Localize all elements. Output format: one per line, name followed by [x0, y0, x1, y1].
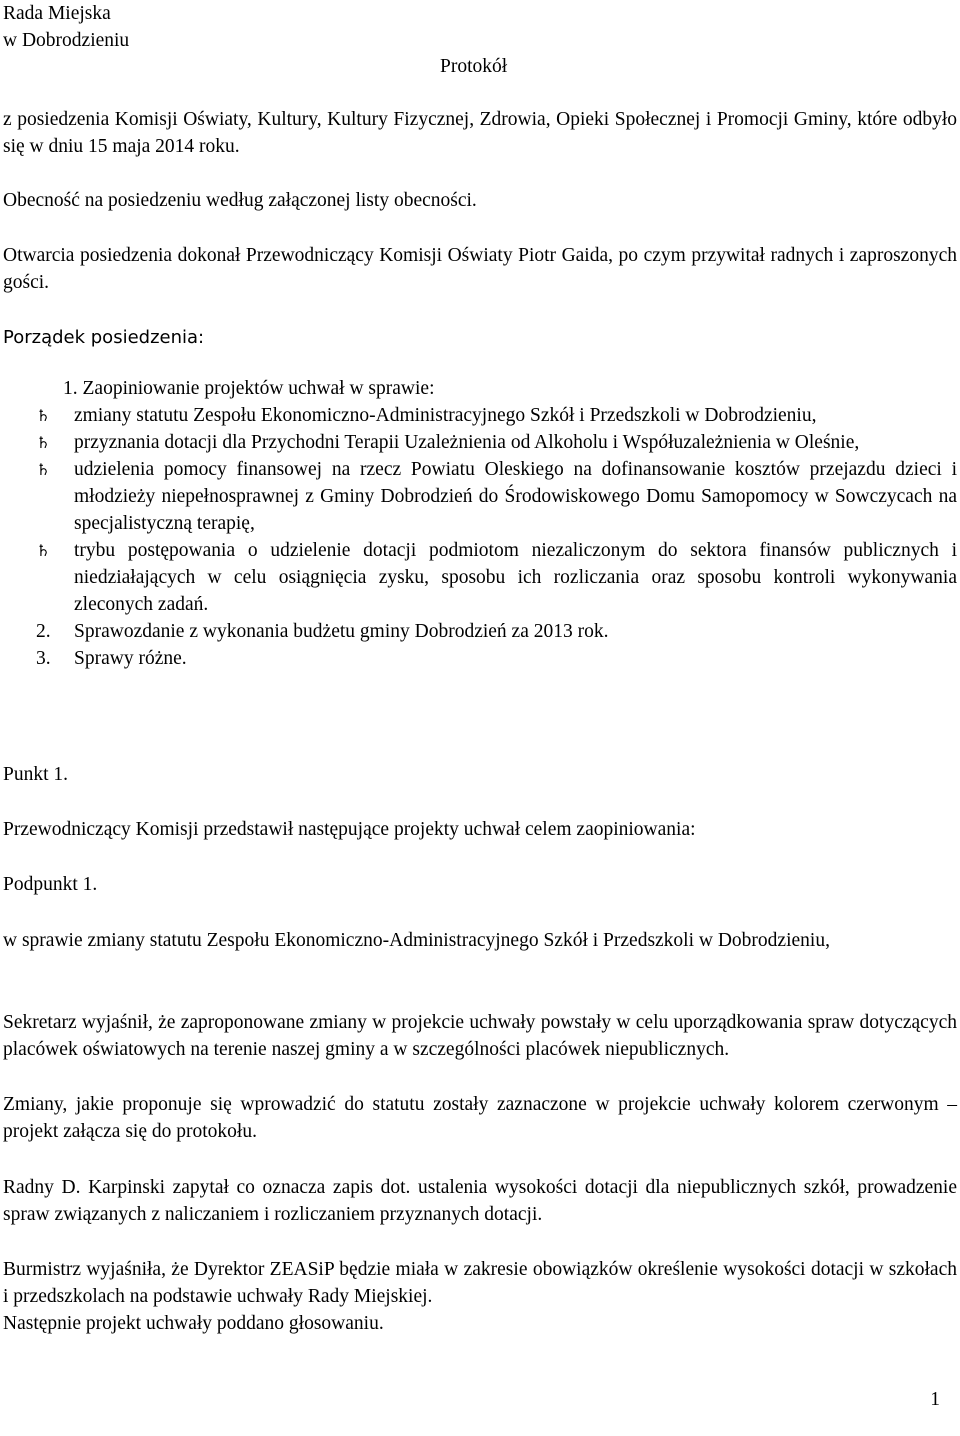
agenda-bullet	[36, 429, 957, 456]
org-name-line1: Rada Miejska	[3, 3, 111, 24]
header-org	[3, 0, 957, 54]
agenda-item-2	[36, 618, 957, 645]
pointer-bullet-icon: ♄	[36, 406, 51, 425]
agenda-bullet	[36, 456, 957, 537]
agenda-bullet	[36, 537, 957, 618]
agenda-bullet-text: przyznania dotacji dla Przychodni Terapii Uzależnienia od Alkoholu i Współuzależnienia w Oleśnie,	[74, 432, 860, 453]
podpunkt-1-subject: w sprawie zmiany statutu Zespołu Ekonomiczno-Administracyjnego Szkół i Przedszkoli w Dobrodzieniu,	[3, 930, 830, 951]
pointer-bullet-icon: ♄	[36, 541, 51, 560]
agenda-heading: Porządek posiedzenia:	[3, 327, 205, 348]
chair-intro-paragraph: Przewodniczący Komisji przedstawił następujące projekty uchwał celem zaopiniowania:	[3, 819, 696, 840]
attendance-paragraph: Obecność na posiedzeniu według załączonej listy obecności.	[3, 190, 477, 211]
opening-paragraph: Otwarcia posiedzenia dokonał Przewodniczący Komisji Oświaty Piotr Gaida, po czym przywitał radnych i zaproszonych gości.	[3, 245, 957, 293]
org-name-line2: w Dobrodzieniu	[3, 30, 130, 51]
agenda-bullet-text: zmiany statutu Zespołu Ekonomiczno-Administracyjnego Szkół i Przedszkoli w Dobrodzieniu,	[74, 405, 817, 426]
agenda-bullet-text: udzielenia pomocy finansowej na rzecz Powiatu Oleskiego na dofinansowanie kosztów przejazdu dzieci i młodzieży niepełnosprawnej z Gminy Dobrodzień do Środowiskowego Domu Samopomocy w Sowczycach na specjalistyczną terapię,	[74, 459, 957, 534]
intro-paragraph: z posiedzenia Komisji Oświaty, Kultury, Kultury Fizycznej, Zdrowia, Opieki Społecznej i Promocji Gminy, które odbyło się w dniu 15 maja 2014 roku.	[3, 109, 957, 157]
agenda-bullet	[36, 402, 957, 429]
agenda-item-1: 1. Zaopiniowanie projektów uchwał w sprawie:	[63, 378, 435, 399]
secretary-paragraph-2: Zmiany, jakie proponuje się wprowadzić do statutu zostały zaznaczone w projekcie uchwały kolorem czerwonym – projekt załącza się do protokołu.	[3, 1094, 957, 1142]
karpinski-paragraph: Radny D. Karpinski zapytał co oznacza zapis dot. ustalenia wysokości dotacji dla niepublicznych szkół, prowadzenie spraw związanych z naliczaniem i rozliczaniem przyznanych dotacji.	[3, 1177, 957, 1225]
page-number: 1	[930, 1389, 940, 1410]
pointer-bullet-icon: ♄	[36, 460, 51, 479]
agenda-bullet-text: trybu postępowania o udzielenie dotacji podmiotom niezaliczonym do sektora finansów publicznych i niedziałających w celu osiągnięcia zysku, sposobu ich rozliczania oraz sposobu kontroli wykonywania zleconych zadań.	[74, 540, 957, 615]
agenda-item-text: Sprawozdanie z wykonania budżetu gminy Dobrodzień za 2013 rok.	[74, 621, 609, 642]
secretary-paragraph-1: Sekretarz wyjaśnił, że zaproponowane zmiany w projekcie uchwały powstały w celu uporządkowania spraw dotyczących placówek oświatowych na terenie naszej gminy a w szczególności placówek niepublicznych.	[3, 1012, 957, 1060]
agenda-list	[36, 375, 957, 672]
agenda-item-3	[36, 645, 957, 672]
punkt-1-heading: Punkt 1.	[3, 764, 69, 785]
podpunkt-1-heading: Podpunkt 1.	[3, 874, 98, 895]
agenda-item-number: 3.	[36, 648, 51, 669]
mayor-paragraph-1: Burmistrz wyjaśniła, że Dyrektor ZEASiP będzie miała w zakresie obowiązków określenie wysokości dotacji w szkołach i przedszkolach na podstawie uchwały Rady Miejskiej.	[3, 1259, 957, 1307]
pointer-bullet-icon: ♄	[36, 433, 51, 452]
agenda-item-number: 2.	[36, 621, 51, 642]
agenda-item-text: Sprawy różne.	[74, 648, 187, 669]
mayor-paragraph-2: Następnie projekt uchwały poddano głosowaniu.	[3, 1313, 384, 1334]
document-title: Protokół	[440, 56, 508, 77]
